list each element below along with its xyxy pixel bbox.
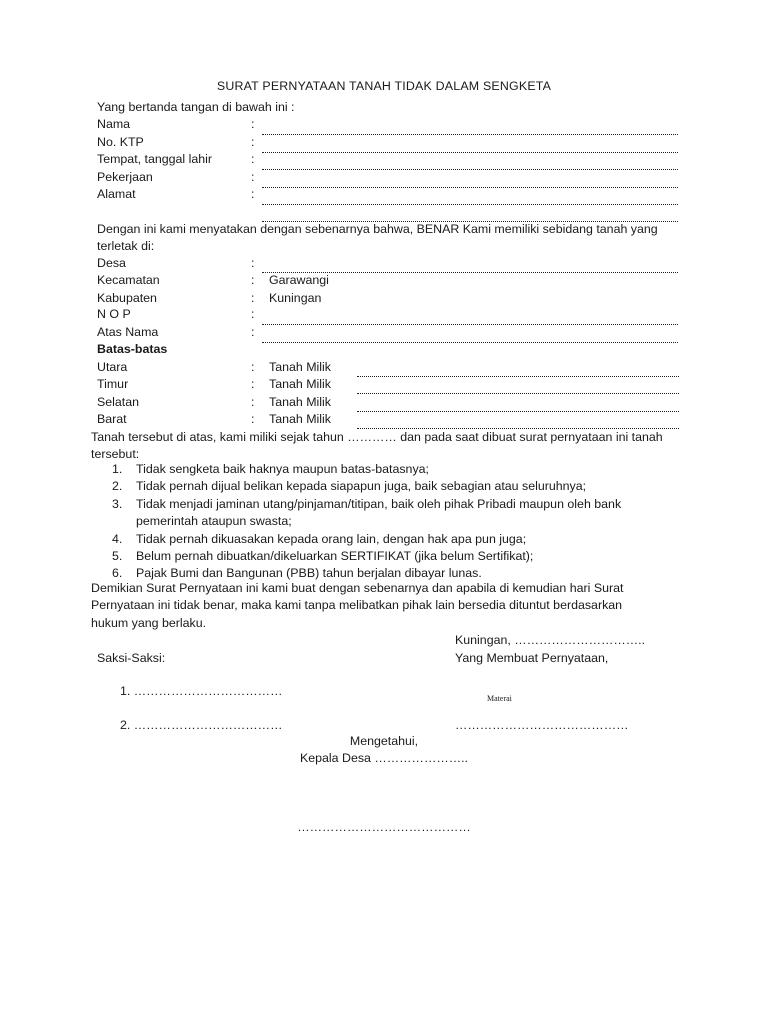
list-item-number: 2. [112,479,123,494]
witnesses-label: Saksi-Saksi: [97,651,166,665]
list-item [91,531,691,548]
pekerjaan-fill-line [262,187,678,188]
boundary-value-barat: Tanah Milik [269,412,331,426]
field-colon: : [251,360,255,374]
field-colon: : [251,291,255,305]
closing-text: Demikian Surat Pernyataan ini kami buat dengan sebenarnya dan apabila di kemudian hari Surat Pernyataan ini tidak benar, maka kami tanpa melibatkan pihak lain bersedia dituntut berdasarkan hukum yang berlaku. [91,581,624,630]
list-item-number: 6. [112,566,123,581]
selatan-fill-line [357,411,679,412]
list-item [91,478,691,495]
field-label-desa: Desa [97,256,126,270]
field-label-alamat: Alamat [97,187,136,201]
field-value-kecamatan: Garawangi [269,273,329,287]
nama-fill-line [262,134,678,135]
statement-text: Dengan ini kami menyatakan dengan sebenarnya bahwa, BENAR Kami memiliki sebidang tanah yang terletak di: [97,222,658,254]
conditions-list [91,461,691,583]
atas-nama-fill-line [262,342,678,343]
list-item-text: Tidak menjadi jaminan utang/pinjaman/titipan, baik oleh pihak Pribadi maupun oleh bank pemerintah ataupun swasta; [136,496,622,529]
boundary-value-utara: Tanah Milik [269,360,331,374]
list-item-number: 3. [112,496,123,511]
list-item-text: Belum pernah dibuatkan/dikeluarkan SERTIFIKAT (jika belum Sertifikat); [136,549,534,564]
boundary-label-barat: Barat [97,412,127,426]
field-colon: : [251,325,255,339]
field-colon: : [251,187,255,201]
field-colon: : [251,307,255,321]
list-item-text: Tidak pernah dikuasakan kepada orang lain, dengan hak apa pun juga; [136,531,527,546]
nop-fill-line [262,324,678,325]
field-colon: : [251,395,255,409]
field-label-ttl: Tempat, tanggal lahir [97,152,213,166]
list-item-number: 5. [112,549,123,564]
ktp-fill-line [262,152,678,153]
field-colon: : [251,377,255,391]
alamat-fill-line-1 [262,204,678,205]
acknowledged-label: Mengetahui, [349,734,419,748]
intro-text: Yang bertanda tangan di bawah ini : [97,100,295,114]
field-label-kecamatan: Kecamatan [97,273,160,287]
list-item-text: Tidak pernah dijual belikan kepada siapapun juga, baik sebagian atau seluruhnya; [136,479,587,494]
boundary-label-utara: Utara [97,360,128,374]
declarant-label: Yang Membuat Pernyataan, [455,651,609,665]
place-date: Kuningan, ………………………….. [455,633,646,647]
witness-2-sign-line: 2. ……………………………… [120,718,283,732]
field-label-nama: Nama [97,117,131,131]
village-head-sign-line: …………………………………… [297,820,471,834]
boundaries-heading: Batas-batas [97,342,168,356]
boundary-value-selatan: Tanah Milik [269,395,331,409]
list-item-number: 1. [112,462,123,476]
field-label-atas-nama: Atas Nama [97,325,159,339]
document-title: SURAT PERNYATAAN TANAH TIDAK DALAM SENGKETA [216,79,552,93]
field-label-ktp: No. KTP [97,135,144,149]
field-colon: : [251,170,255,184]
list-item [91,461,691,478]
boundary-label-selatan: Selatan [97,395,140,409]
list-item-text: Pajak Bumi dan Bangunan (PBB) tahun berjalan dibayar lunas. [136,566,482,581]
witness-1-sign-line: 1. ……………………………… [120,684,283,698]
village-head-label: Kepala Desa ………………….. [299,751,468,765]
stamp-label: Materai [487,694,512,703]
field-colon: : [251,135,255,149]
field-value-kabupaten: Kuningan [269,291,322,305]
field-label-pekerjaan: Pekerjaan [97,170,153,184]
field-colon: : [251,256,255,270]
utara-fill-line [357,376,679,377]
declarant-sign-line: …………………………………… [455,718,629,732]
field-colon: : [251,117,255,131]
field-label-kabupaten: Kabupaten [97,291,157,305]
boundary-value-timur: Tanah Milik [269,377,331,391]
field-colon: : [251,412,255,426]
ownership-text: Tanah tersebut di atas, kami miliki sejak tahun ………… dan pada saat dibuat surat pernyataan ini tanah tersebut: [91,430,663,462]
timur-fill-line [357,393,679,394]
list-item-number: 4. [112,531,123,546]
boundary-label-timur: Timur [97,377,129,391]
field-label-nop: N O P [97,307,131,321]
field-colon: : [251,273,255,287]
list-item-text: Tidak sengketa baik haknya maupun batas-batasnya; [136,462,429,476]
ttl-fill-line [262,169,678,170]
list-item [91,548,691,565]
list-item [91,496,691,531]
field-colon: : [251,152,255,166]
